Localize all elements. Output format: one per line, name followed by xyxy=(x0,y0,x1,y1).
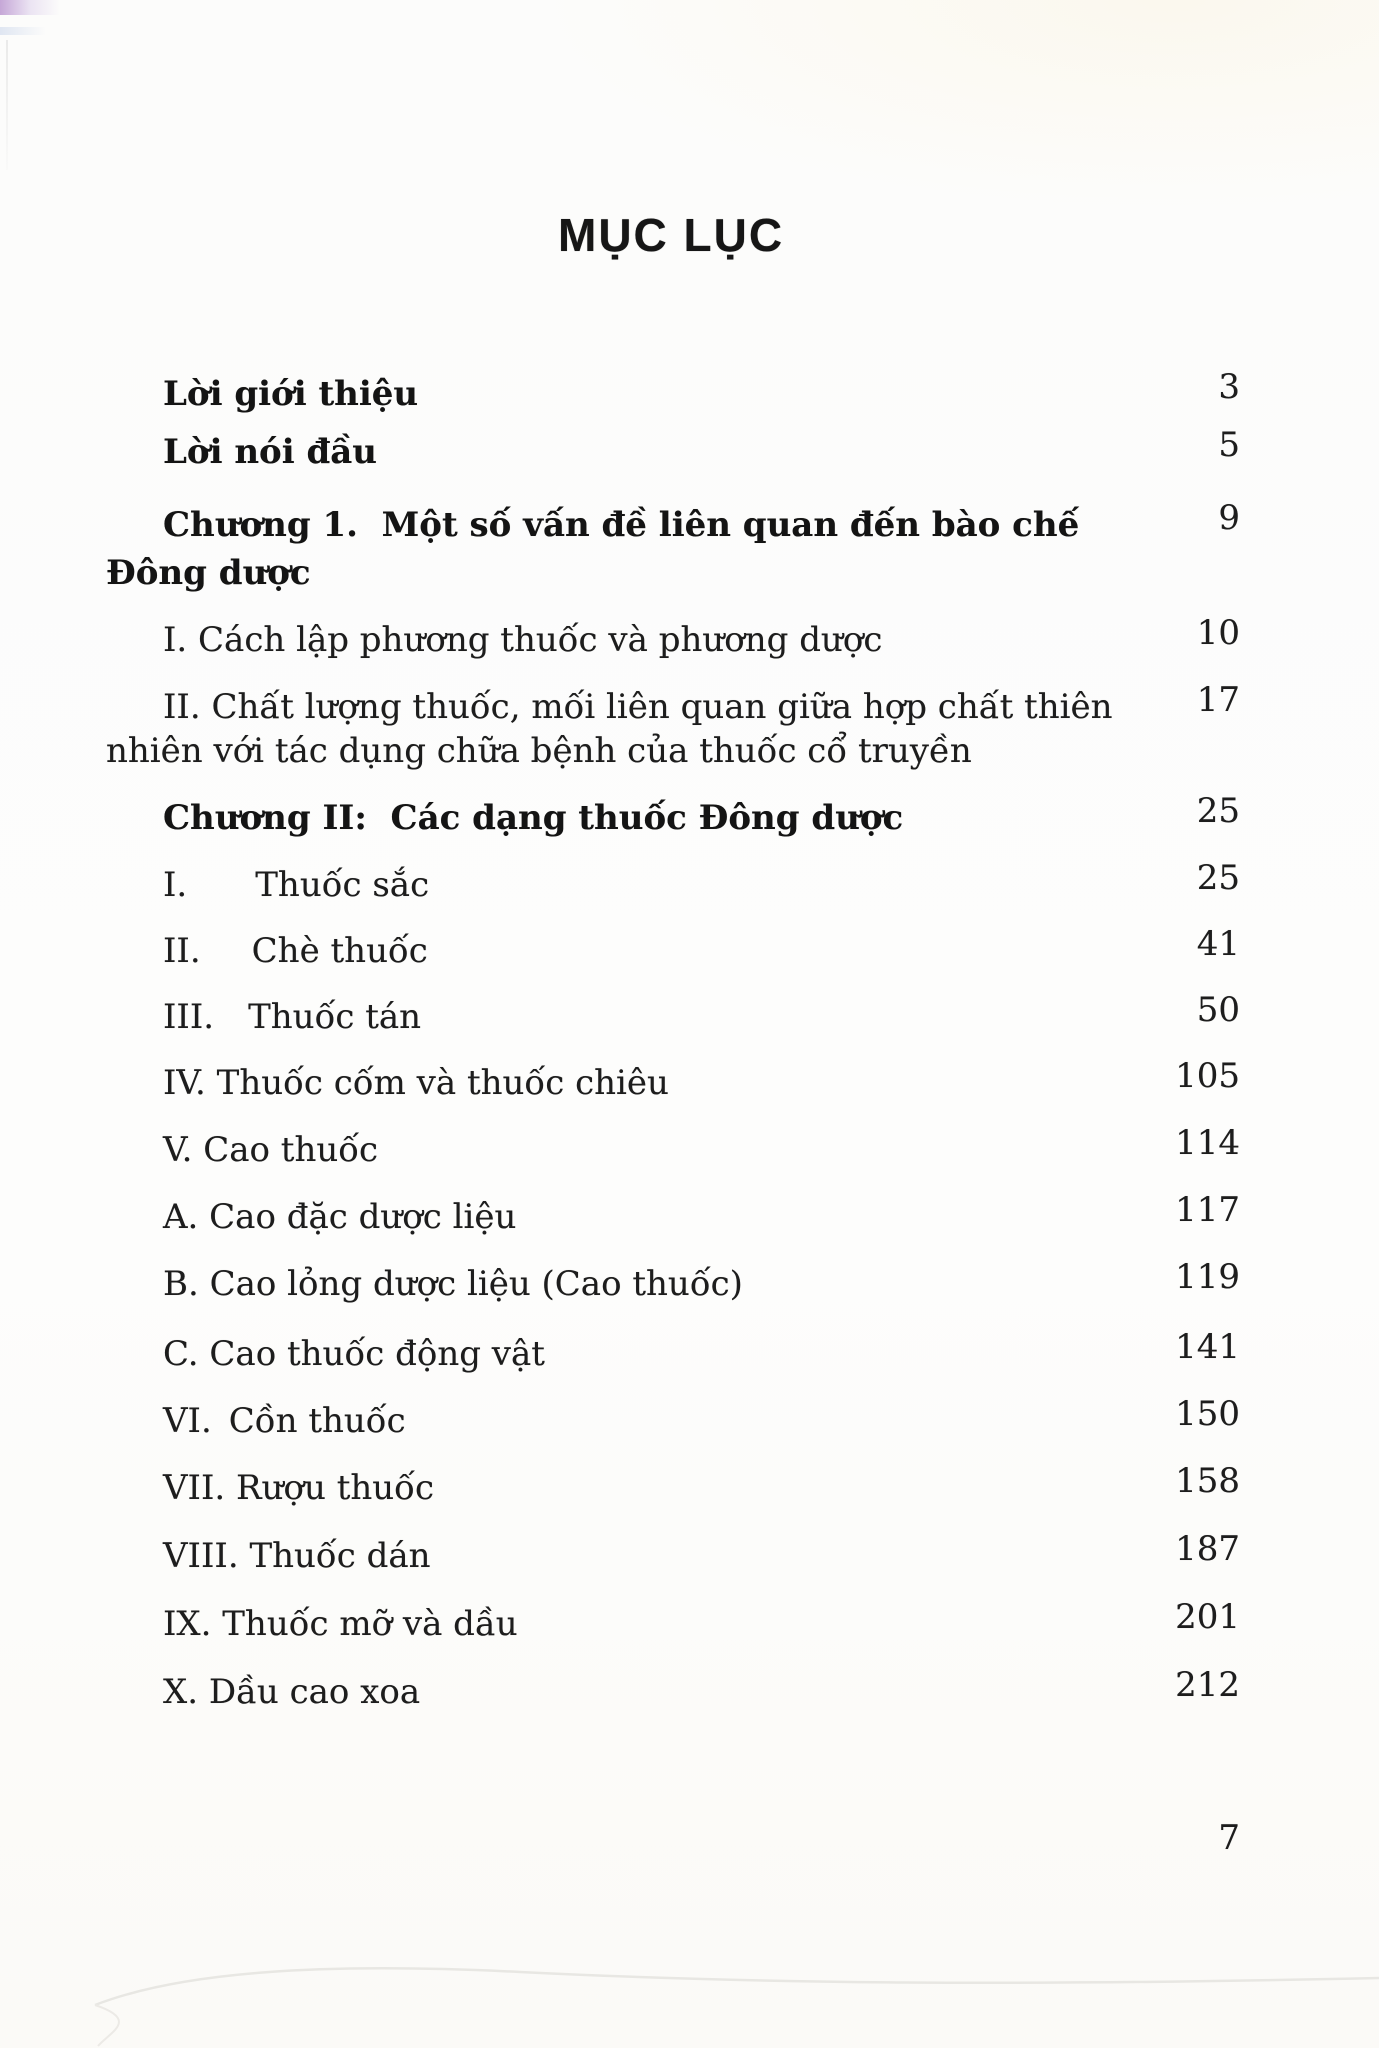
toc-entry-line: Chương II: Các dạng thuốc Đông dược xyxy=(163,798,904,838)
toc-entry-line: VII. Rượu thuốc xyxy=(163,1468,435,1508)
toc-page-number: 25 xyxy=(1196,858,1240,898)
toc-page-number: 25 xyxy=(1196,791,1240,831)
toc-page-number: 141 xyxy=(1175,1327,1240,1367)
toc-entry-line: Lời giới thiệu xyxy=(163,374,419,414)
toc-page-number: 150 xyxy=(1175,1394,1240,1434)
toc-entry-line: Lời nói đầu xyxy=(163,432,378,472)
toc-page-number: 50 xyxy=(1196,990,1240,1030)
toc-entry-line: nhiên với tác dụng chữa bệnh của thuốc cổ truyền xyxy=(106,731,972,771)
scan-artifact-smudge xyxy=(0,27,46,35)
footer-page-number: 7 xyxy=(1218,1818,1240,1858)
toc-entry-line: VIII. Thuốc dán xyxy=(163,1536,431,1576)
toc-entry-line: C. Cao thuốc động vật xyxy=(163,1334,545,1374)
page-curl-shadow xyxy=(0,1900,1379,2048)
scan-artifact-smudge xyxy=(0,0,60,15)
toc-page-number: 114 xyxy=(1175,1123,1240,1163)
toc-page-number: 41 xyxy=(1196,924,1240,964)
scan-artifact-edge xyxy=(6,40,8,170)
toc-entry-line: II. Chất lượng thuốc, mối liên quan giữa hợp chất thiên xyxy=(163,687,1113,727)
toc-page-number: 17 xyxy=(1196,680,1240,720)
toc-page-number: 158 xyxy=(1175,1461,1240,1501)
toc-entry-line: Đông dược xyxy=(106,553,311,593)
toc-page-number: 10 xyxy=(1196,613,1240,653)
toc-page-number: 3 xyxy=(1218,367,1240,407)
toc-entry-line: X. Dầu cao xoa xyxy=(163,1672,421,1712)
toc-entry-line: III. Thuốc tán xyxy=(163,997,422,1037)
toc-entry-line: I. Cách lập phương thuốc và phương dược xyxy=(163,620,883,660)
toc-page-number: 212 xyxy=(1175,1665,1240,1705)
toc-page-number: 187 xyxy=(1175,1529,1240,1569)
toc-entry-line: I. Thuốc sắc xyxy=(163,865,430,905)
toc-entry-line: B. Cao lỏng dược liệu (Cao thuốc) xyxy=(163,1264,743,1304)
toc-entry-line: II. Chè thuốc xyxy=(163,931,428,971)
toc-entry-line: IX. Thuốc mỡ và dầu xyxy=(163,1604,518,1644)
toc-entry-line: V. Cao thuốc xyxy=(163,1130,379,1170)
page-title: MỤC LỤC xyxy=(558,209,785,261)
toc-page-number: 105 xyxy=(1175,1056,1240,1096)
toc-entry-line: VI. Cồn thuốc xyxy=(163,1401,406,1441)
toc-entry-line: Chương 1. Một số vấn đề liên quan đến bào chế xyxy=(163,505,1080,545)
toc-entry-line: A. Cao đặc dược liệu xyxy=(163,1197,517,1237)
toc-page-number: 119 xyxy=(1175,1257,1240,1297)
toc-entry-line: IV. Thuốc cốm và thuốc chiêu xyxy=(163,1063,669,1103)
toc-page-number: 5 xyxy=(1218,425,1240,465)
toc-page-number: 201 xyxy=(1175,1597,1240,1637)
toc-page-number: 9 xyxy=(1218,498,1240,538)
toc-page-number: 117 xyxy=(1175,1190,1240,1230)
